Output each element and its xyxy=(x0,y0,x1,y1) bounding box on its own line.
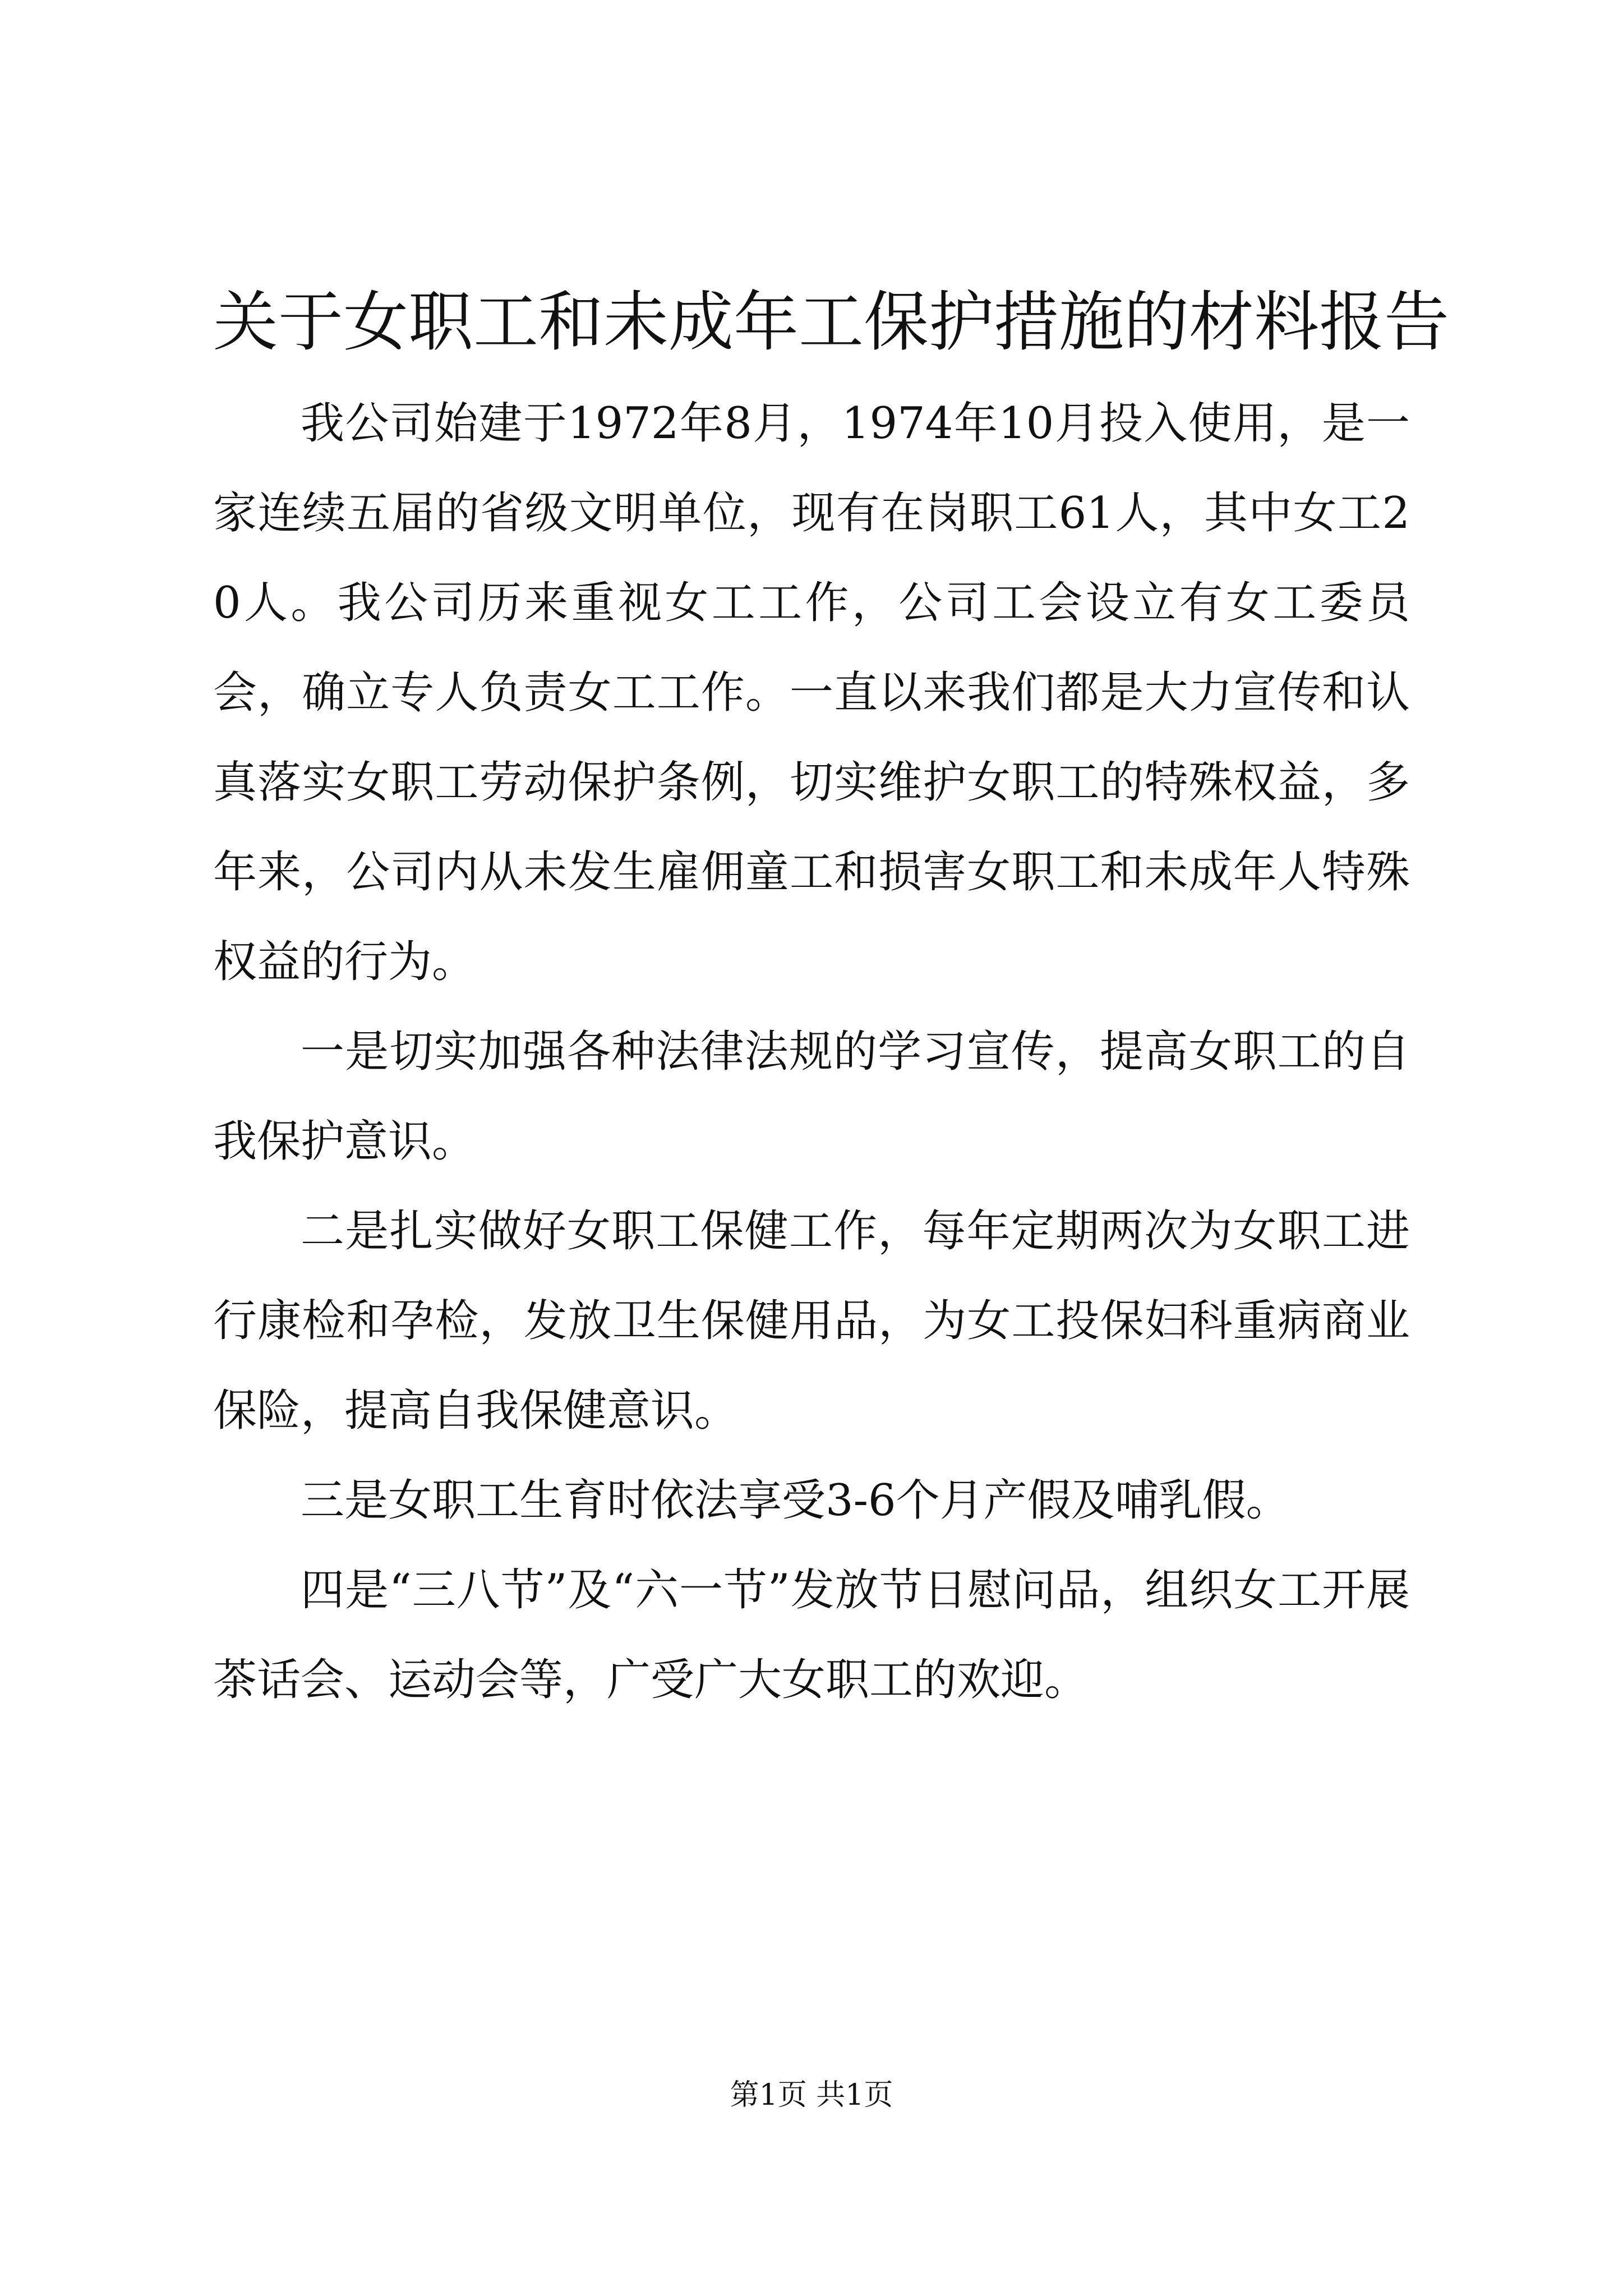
paragraph-measure-3: 三是女职工生育时依法享受3-6个月产假及哺乳假。 xyxy=(301,1475,1290,1526)
document-body xyxy=(213,379,1410,1725)
paragraph-measure-2: 二是扎实做好女职工保健工作，每年定期两次为女职工进行康检和孕检，发放卫生保健用品，为女工投保妇科重病商业保险，提高自我保健意识。 xyxy=(213,1206,1410,1436)
paragraph-intro: 我公司始建于1972年8月，1974年10月投入使用，是一家连续五届的省级文明单位，现有在岗职工61人，其中女工20人。我公司历来重视女工工作，公司工会设立有女工委员会，确立专人负责女工工作。一直以来我们都是大力宣传和认真落实女职工劳动保护条例，切实维护女职工的特殊权益，多年来，公司内从未发生雇佣童工和损害女职工和未成年人特殊权益的行为。 xyxy=(213,398,1410,987)
page-number-footer: 第1页 共1页 xyxy=(730,2078,893,2112)
document-title: 关于女职工和未成年工保护措施的材料报告 xyxy=(213,284,1449,360)
paragraph-measure-1: 一是切实加强各种法律法规的学习宣传，提高女职工的自我保护意识。 xyxy=(213,1027,1410,1167)
paragraph-measure-4: 四是“三八节”及“六一节”发放节日慰问品，组织女工开展茶话会、运动会等，广受广大女职工的欢迎。 xyxy=(213,1565,1410,1705)
